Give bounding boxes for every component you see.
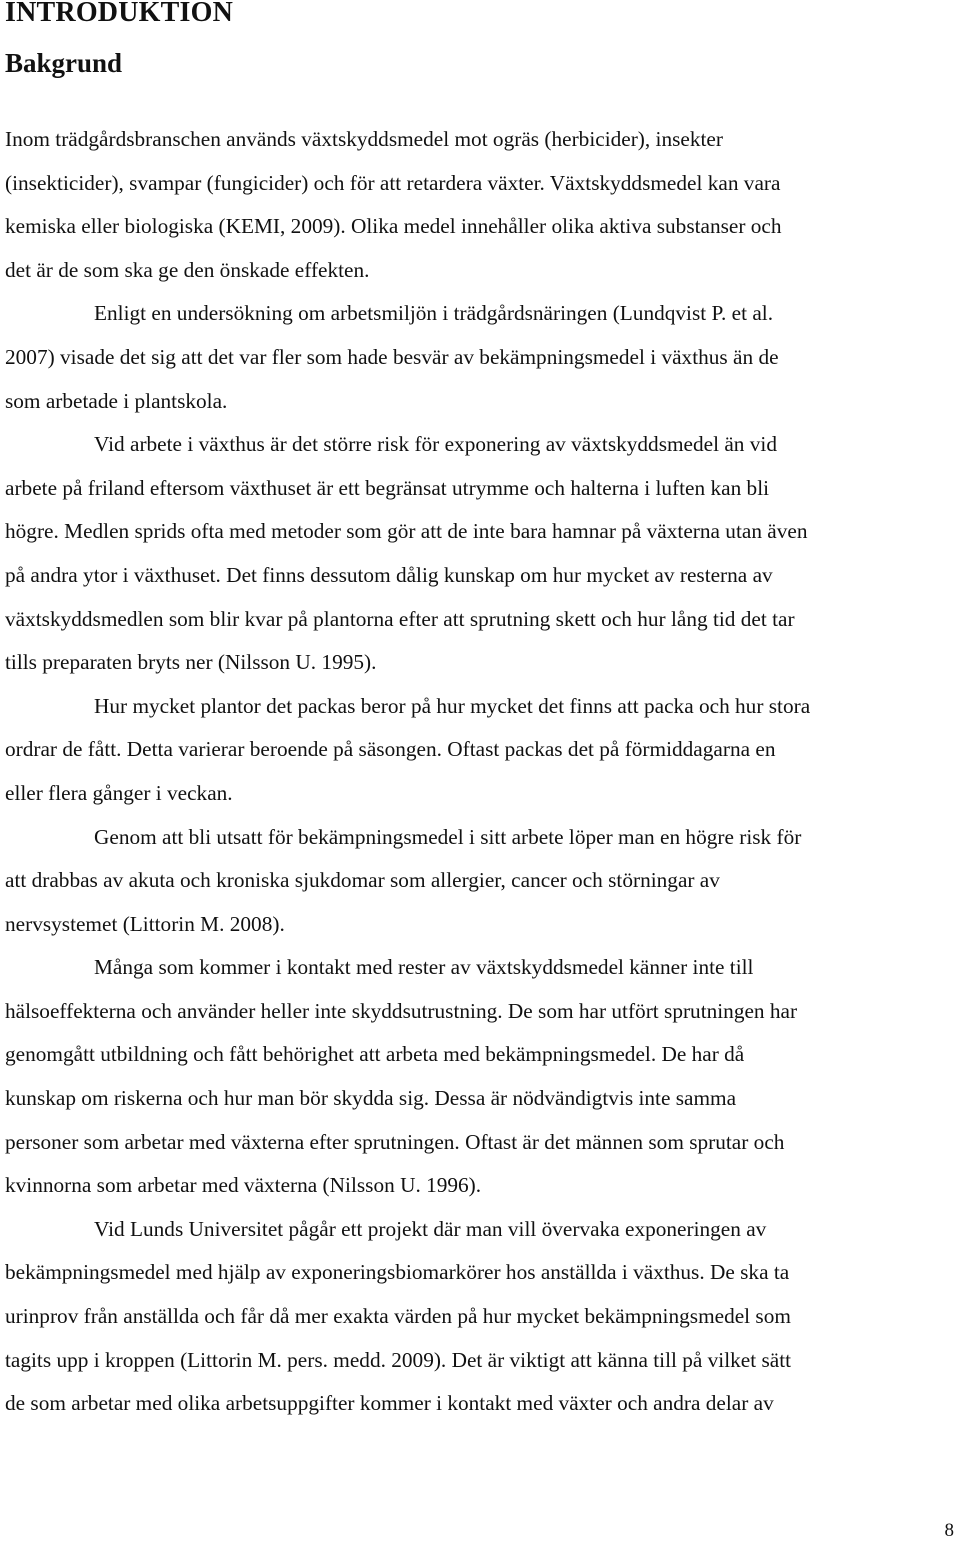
text-line: på andra ytor i växthuset. Det finns dessutom dålig kunskap om hur mycket av resterna av [5,562,773,587]
text-line: som arbetade i plantskola. [5,388,228,413]
text-line: (insekticider), svampar (fungicider) och för att retardera växter. Växtskyddsmedel kan vara [5,170,781,195]
text-line: eller flera gånger i veckan. [5,780,233,805]
text-line: Genom att bli utsatt för bekämpningsmedel i sitt arbete löper man en högre risk för [94,824,802,849]
text-line: Inom trädgårdsbranschen används växtskyddsmedel mot ogräs (herbicider), insekter [5,127,723,151]
text-line: att drabbas av akuta och kroniska sjukdomar som allergier, cancer och störningar av [5,868,720,893]
text-line: växtskyddsmedlen som blir kvar på plantorna efter att sprutning skett och hur lång tid det tar [5,606,795,631]
text-line: urinprov från anställda och får då mer exakta värden på hur mycket bekämpningsmedel som [5,1304,791,1329]
text-line: kemiska eller biologiska (KEMI, 2009). Olika medel innehåller olika aktiva substanser och [5,214,782,239]
text-line: det är de som ska ge den önskade effekten. [5,257,370,282]
section-heading: INTRODUKTION [5,0,233,28]
text-line: 2007) visade det sig att det var fler som hade besvär av bekämpningsmedel i växthus än de [5,344,779,369]
text-line: hälsoeffekterna och använder heller inte skyddsutrustning. De som har utfört sprutningen har [5,998,798,1023]
text-line: kvinnorna som arbetar med växterna (Nilsson U. 1996). [5,1173,482,1198]
text-line: tagits upp i kroppen (Littorin M. pers. medd. 2009). Det är viktigt att känna till på vilket sätt [5,1347,792,1372]
text-line: Vid Lunds Universitet pågår ett projekt där man vill övervaka exponeringen av [94,1216,767,1241]
body-text [5,118,960,1426]
text-line: Många som kommer i kontakt med rester av växtskyddsmedel känner inte till [94,955,754,980]
text-line: ordrar de fått. Detta varierar beroende på säsongen. Oftast packas det på förmiddagarna en [5,737,776,762]
text-line: bekämpningsmedel med hjälp av exponeringsbiomarkörer hos anställda i växthus. De ska ta [5,1260,790,1285]
text-line: de som arbetar med olika arbetsuppgifter kommer i kontakt med växter och andra delar av [5,1391,774,1416]
subsection-heading: Bakgrund [5,48,123,78]
text-line: Enligt en undersökning om arbetsmiljön i trädgårdsnäringen (Lundqvist P. et al. [94,301,774,326]
text-line: Vid arbete i växthus är det större risk för exponering av växtskyddsmedel än vid [94,432,777,457]
text-line: tills preparaten bryts ner (Nilsson U. 1995). [5,650,377,675]
text-line: genomgått utbildning och fått behörighet att arbeta med bekämpningsmedel. De har då [5,1042,745,1067]
text-line: kunskap om riskerna och hur man bör skydda sig. Dessa är nödvändigtvis inte samma [5,1086,737,1111]
text-line: Hur mycket plantor det packas beror på hur mycket det finns att packa och hur stora [94,693,811,718]
text-line: arbete på friland eftersom växthuset är ett begränsat utrymme och halterna i luften kan bli [5,475,770,500]
page-number: 8 [944,1520,954,1541]
text-line: nervsystemet (Littorin M. 2008). [5,911,285,936]
text-line: personer som arbetar med växterna efter sprutningen. Oftast är det männen som sprutar och [5,1129,785,1154]
text-line: högre. Medlen sprids ofta med metoder som gör att de inte bara hamnar på växterna utan även [5,519,808,544]
